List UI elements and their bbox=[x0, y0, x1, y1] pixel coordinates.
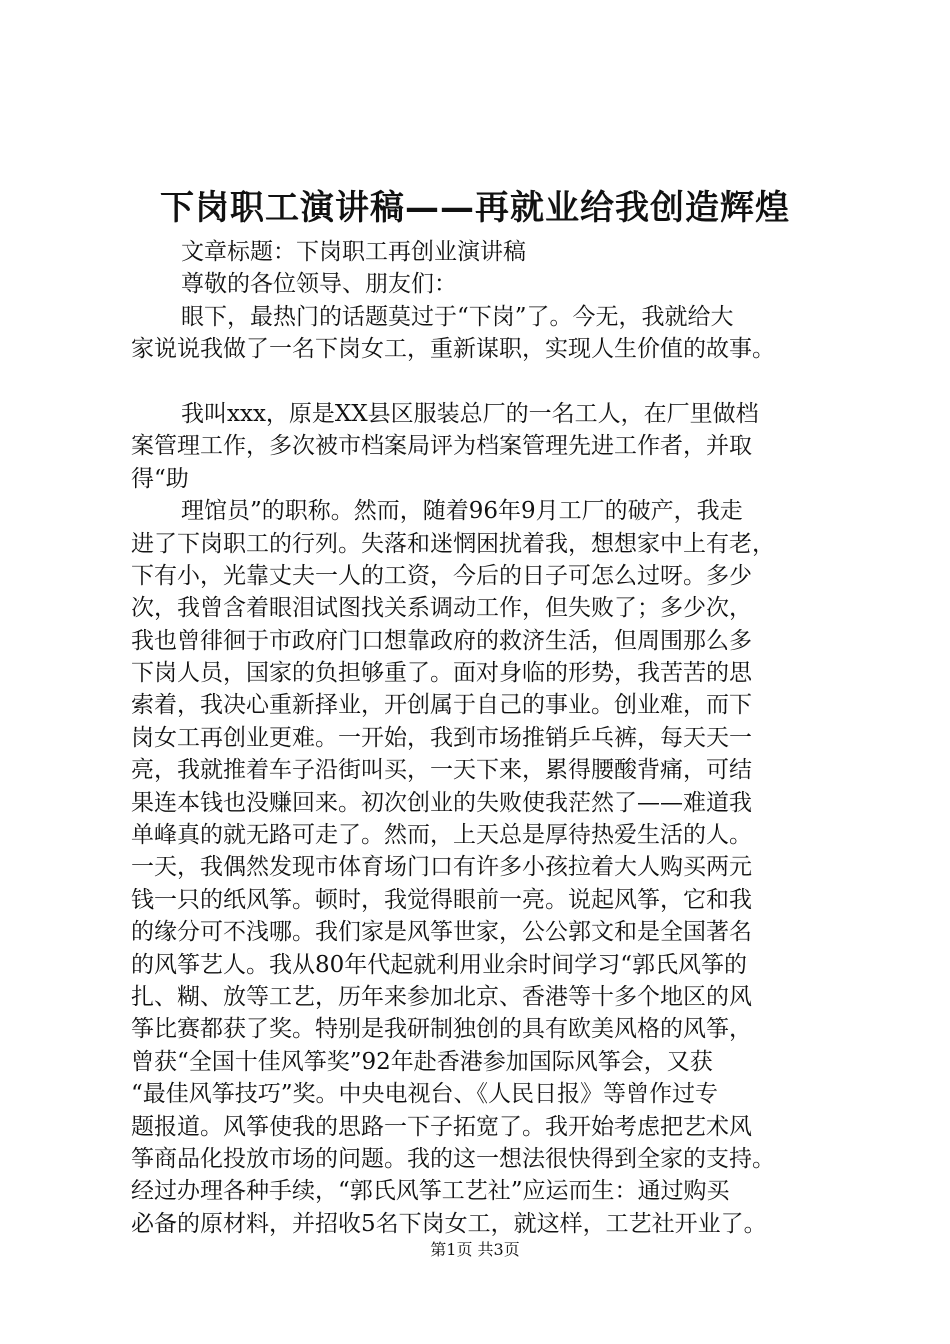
paragraph-line: 亮，我就推着车子沿街叫买，一天下来，累得腰酸背痛，可结 bbox=[131, 757, 752, 784]
paragraph-line: 案管理工作，多次被市档案局评为档案管理先进工作者，并取 bbox=[131, 433, 752, 460]
paragraph-line: 我也曾徘徊于市政府门口想靠政府的救济生活，但周围那么多 bbox=[131, 627, 752, 654]
paragraph-line: 得“助 bbox=[131, 465, 189, 492]
paragraph-line: 家说说我做了一名下岗女工，重新谋职，实现人生价值的故事。 bbox=[131, 336, 775, 363]
document-body bbox=[131, 236, 843, 1240]
paragraph-line: 下有小，光靠丈夫一人的工资，今后的日子可怎么过呀。多少 bbox=[131, 562, 752, 589]
paragraph-line: 钱一只的纸风筝。顿时，我觉得眼前一亮。说起风筝，它和我 bbox=[131, 886, 752, 913]
paragraph-line: 理馆员”的职称。然而，随着96年9月工厂的破产，我走 bbox=[181, 498, 743, 525]
paragraph-line: 筝商品化投放市场的问题。我的这一想法很快得到全家的支持。 bbox=[131, 1145, 775, 1172]
paragraph-line: 经过办理各种手续，“郭氏风筝工艺社”应运而生：通过购买 bbox=[131, 1178, 730, 1205]
paragraph-line: 我叫xxx，原是XX县区服装总厂的一名工人，在厂里做档 bbox=[181, 400, 759, 427]
paragraph-line: 索着，我决心重新择业，开创属于自己的事业。创业难，而下 bbox=[131, 692, 752, 719]
paragraph-line: “最佳风筝技巧”奖。中央电视台、《人民日报》等曾作过专 bbox=[131, 1081, 719, 1108]
paragraph-line: 眼下，最热门的话题莫过于“下岗”了。今无，我就给大 bbox=[181, 303, 734, 330]
paragraph-line: 曾获“全国十佳风筝奖”92年赴香港参加国际风筝会，又获 bbox=[131, 1048, 713, 1075]
paragraph-line: 次，我曾含着眼泪试图找关系调动工作，但失败了；多少次， bbox=[131, 595, 752, 622]
salutation-line: 尊敬的各位领导、朋友们： bbox=[181, 271, 457, 298]
paragraph-line: 扎、糊、放等工艺，历年来参加北京、香港等十多个地区的风 bbox=[131, 983, 752, 1010]
paragraph-line: 岗女工再创业更难。一开始，我到市场推销乒乓裤，每天天一 bbox=[131, 724, 752, 751]
paragraph-line: 题报道。风筝使我的思路一下子拓宽了。我开始考虑把艺术风 bbox=[131, 1113, 752, 1140]
paragraph-line: 进了下岗职工的行列。失落和迷惘困扰着我，想想家中上有老， bbox=[131, 530, 775, 557]
paragraph-line: 筝比赛都获了奖。特别是我研制独创的具有欧美风格的风筝， bbox=[131, 1016, 752, 1043]
paragraph-line: 果连本钱也没赚回来。初次创业的失败使我茫然了——难道我 bbox=[131, 789, 752, 816]
document-title: 下岗职工演讲稿——再就业给我创造辉煌 bbox=[160, 188, 790, 228]
page-number-footer: 第1页 共3页 bbox=[430, 1240, 520, 1259]
paragraph-line: 一天，我偶然发现市体育场门口有许多小孩拉着大人购买两元 bbox=[131, 854, 752, 881]
paragraph-line: 下岗人员，国家的负担够重了。面对身临的形势，我苦苦的思 bbox=[131, 660, 752, 687]
paragraph-line: 的缘分可不浅哪。我们家是风筝世家，公公郭文和是全国著名 bbox=[131, 919, 752, 946]
paragraph-line: 的风筝艺人。我从80年代起就利用业余时间学习“郭氏风筝的 bbox=[131, 951, 748, 978]
paragraph-spacer bbox=[131, 366, 843, 398]
paragraph-line: 单峰真的就无路可走了。然而，上天总是厚待热爱生活的人。 bbox=[131, 822, 752, 849]
article-title-line: 文章标题：下岗职工再创业演讲稿 bbox=[181, 239, 526, 265]
paragraph-line: 必备的原材料，并招收5名下岗女工，就这样，工艺社开业了。 bbox=[131, 1210, 767, 1237]
